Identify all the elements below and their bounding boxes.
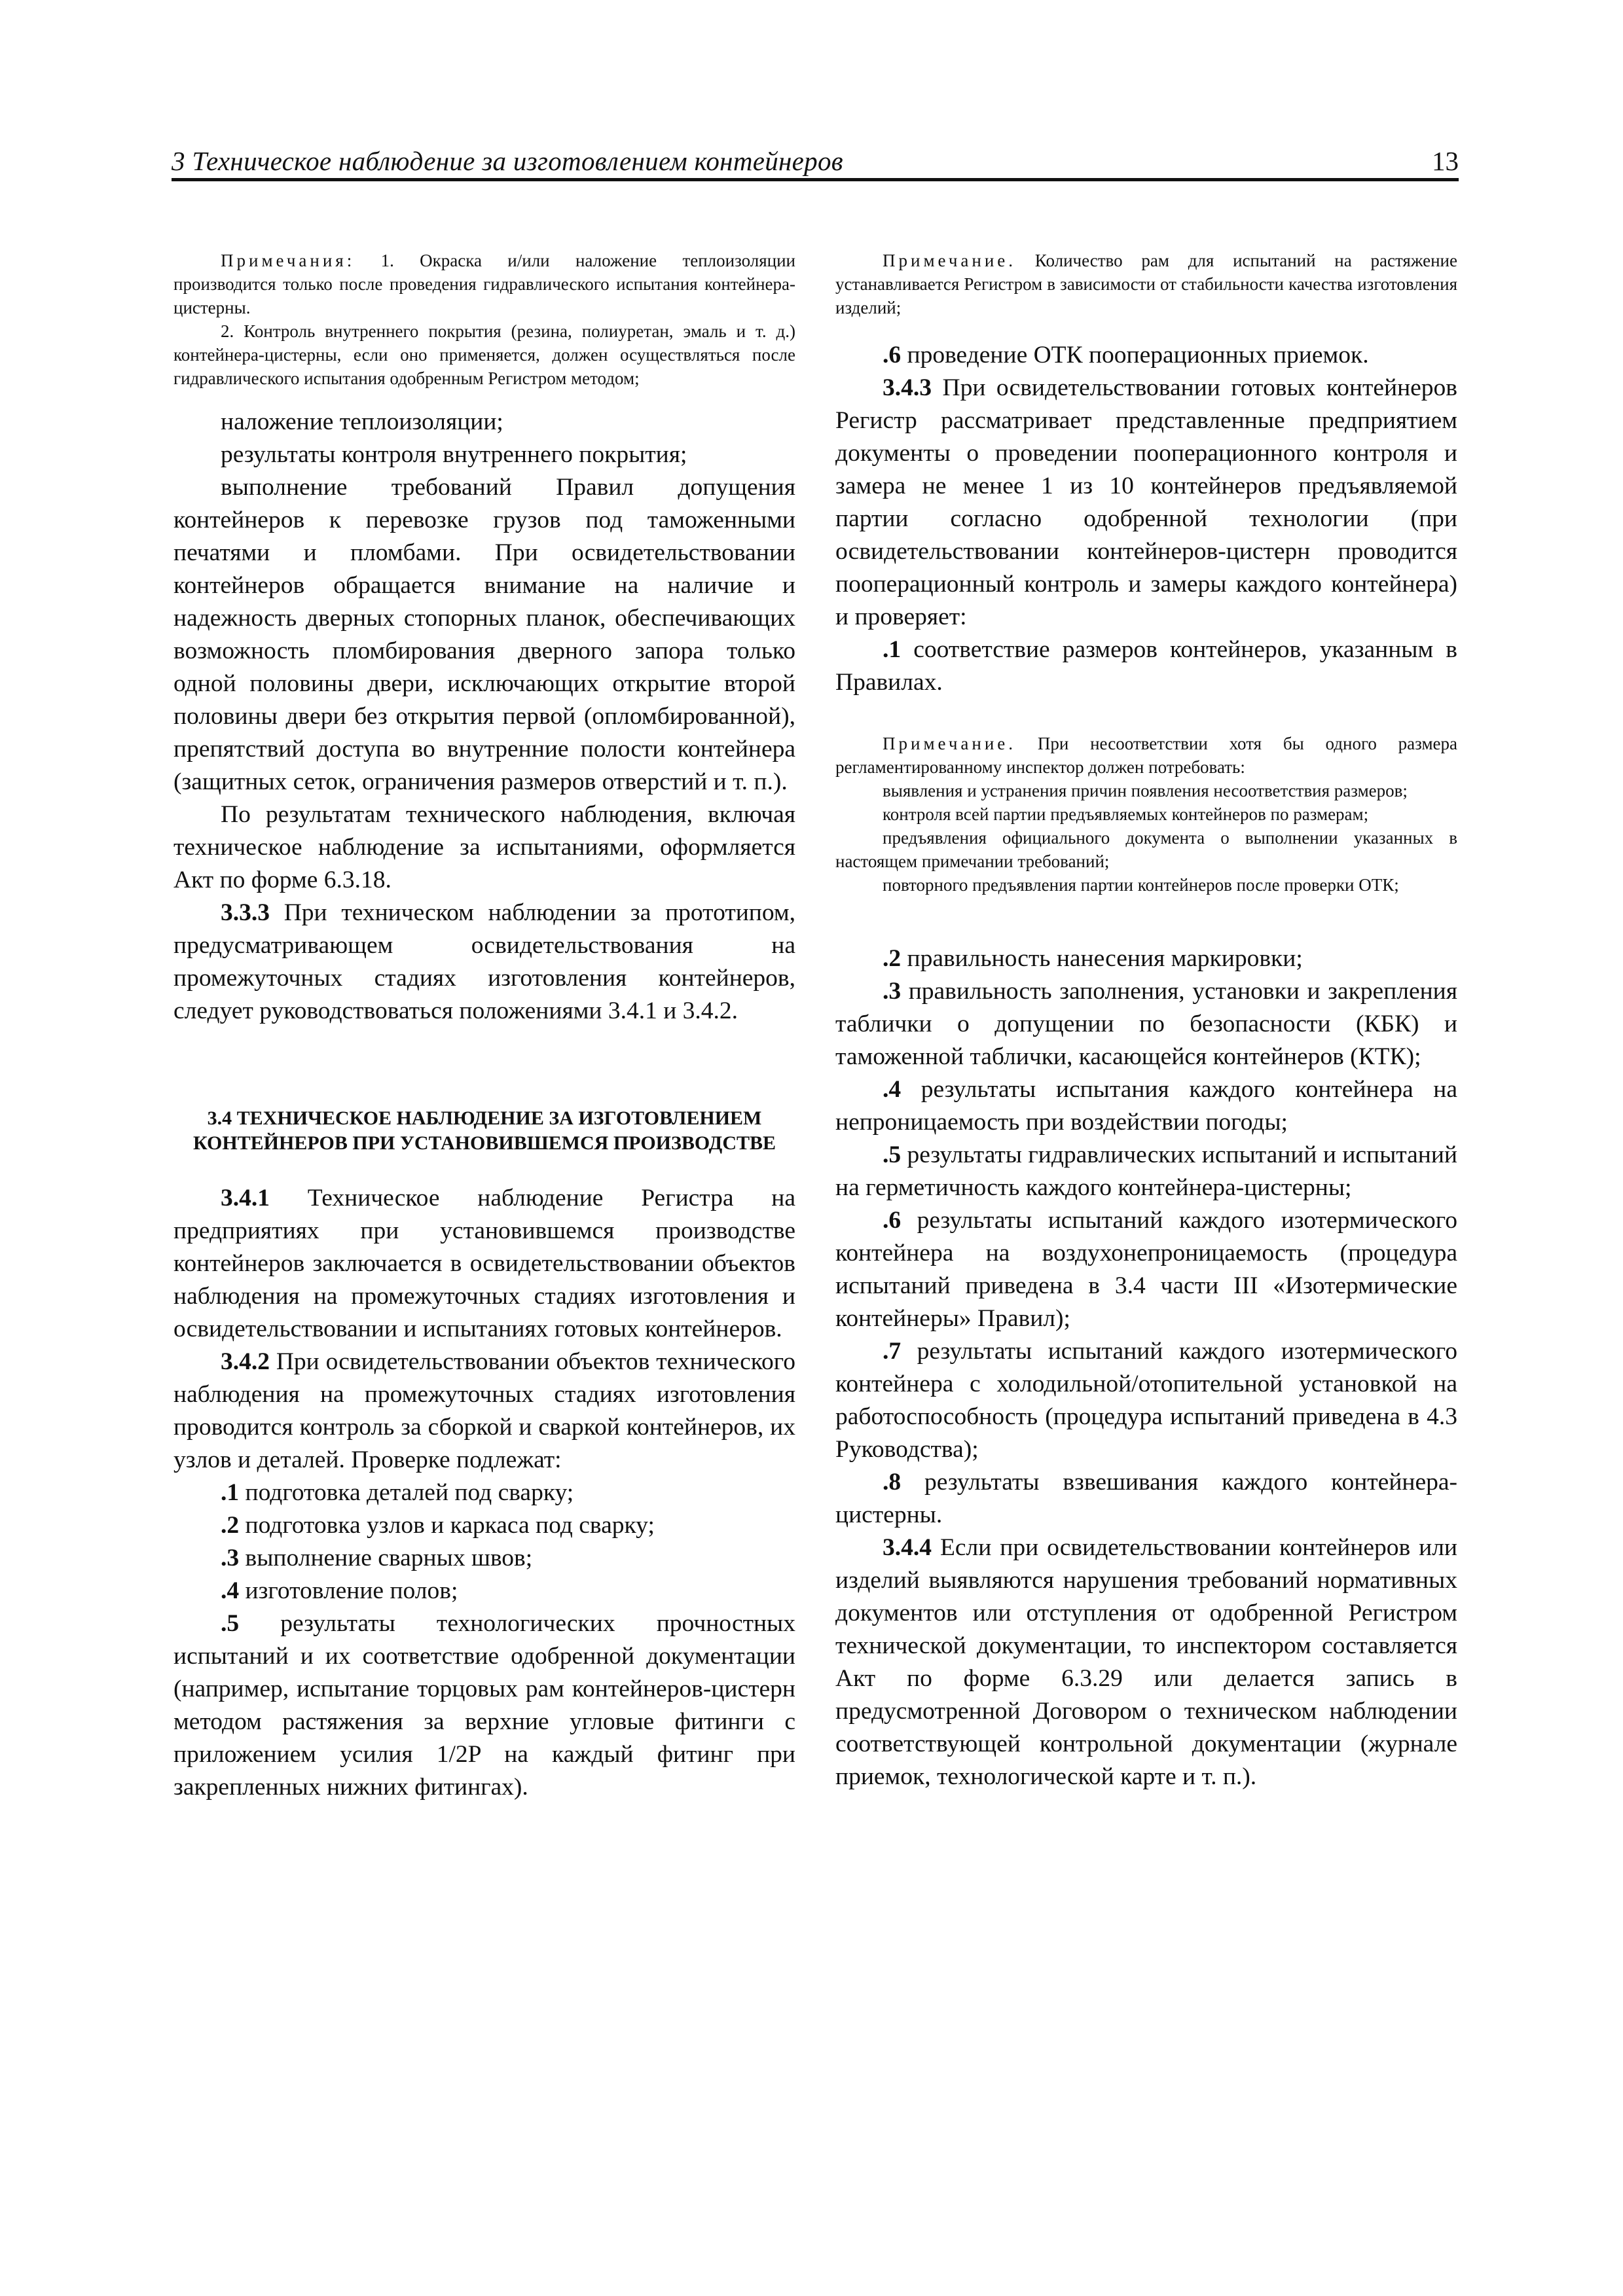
note-line: выявления и устранения причин появления несоответствия размеров;: [883, 781, 1408, 800]
item-text: изготовление полов;: [239, 1577, 458, 1604]
notes-label: Примечания:: [221, 251, 356, 270]
item-number: .1: [883, 636, 902, 663]
item-text: результаты испытания каждого контейнера на непроницаемость при воздействии погоды;: [835, 1076, 1457, 1136]
list-item: [835, 1204, 1457, 1335]
left-column: [173, 249, 795, 1804]
item-text: выполнение сварных швов;: [239, 1545, 533, 1571]
page-number: 13: [1432, 146, 1459, 176]
note-text: Количество рам для испытаний на растяжение устанавливается Регистром в зависимости от стабильности качества изготовления изделий;: [835, 251, 1457, 317]
item-number: .6: [883, 342, 902, 368]
item-number: .4: [221, 1577, 240, 1604]
note2-text: 2. Контроль внутреннего покрытия (резина, полиуретан, эмаль и т. д.) контейнера-цистерны, если оно применяется, должен осуществляться после гидравлического испытания одобренным Регистром методом;: [173, 321, 795, 388]
item-text: подготовка деталей под сварку;: [239, 1479, 574, 1506]
paragraph: По результатам технического наблюдения, включая техническое наблюдение за испытаниями, оформляется Акт по форме 6.3.18.: [173, 801, 795, 893]
clause-number: 3.4.1: [221, 1185, 270, 1211]
list-item: [835, 1466, 1457, 1532]
item-number: .4: [883, 1076, 902, 1103]
clause-text: При освидетельствовании готовых контейнеров Регистр рассматривает представленные предприятием документы о проведении пооперационного контроля и замера не менее 1 из 10 контейнеров предъявляемой партии согласно одобренной технологии (при освидетельствовании контейнеров-цистерн проводится пооперационный контроль и замеры каждого контейнера) и проверяет:: [835, 374, 1457, 630]
clause-text: Если при освидетельствовании контейнеров или изделий выявляются нарушения требований нормативных документов или отступления от одобренной Регистром технической документации, то инспектором составляется Акт по форме 6.3.29 или делается запись в предусмотренной Договором о техническом наблюдении соответствующей контрольной документации (журнале приемок, технологической карте и т. п.).: [835, 1534, 1457, 1790]
note-block: [835, 732, 1457, 779]
list-item: [173, 1542, 795, 1575]
clause-number: 3.4.4: [883, 1534, 932, 1561]
list-item: [835, 1073, 1457, 1139]
section-heading: 3.4 ТЕХНИЧЕСКОЕ НАБЛЮДЕНИЕ ЗА ИЗГОТОВЛЕНИЕМ КОНТЕЙНЕРОВ ПРИ УСТАНОВИВШЕМСЯ ПРОИЗВОДСТВЕ: [192, 1107, 776, 1154]
list-item: [835, 1335, 1457, 1466]
paragraph: результаты контроля внутреннего покрытия;: [221, 441, 687, 468]
note-line: контроля всей партии предъявляемых контейнеров по размерам;: [883, 804, 1369, 824]
item-text: проведение ОТК пооперационных приемок.: [901, 342, 1369, 368]
note-label: Примечание.: [883, 734, 1017, 753]
paragraph-3-4-3: [835, 372, 1457, 634]
header-rule: [172, 178, 1459, 181]
list-item: [835, 942, 1457, 975]
note-line: предъявления официального документа о выполнении указанных в настоящем примечании требований;: [835, 828, 1457, 871]
list-item: [835, 339, 1457, 372]
list-item: [173, 1477, 795, 1509]
item-text: соответствие размеров контейнеров, указанным в Правилах.: [835, 636, 1457, 696]
item-number: .3: [883, 978, 902, 1005]
list-item: [835, 975, 1457, 1073]
paragraph-3-4-1: [173, 1182, 795, 1346]
list-item: [835, 634, 1457, 699]
clause-text: При техническом наблюдении за прототипом, предусматривающем освидетельствования на промежуточных стадиях изготовления контейнеров, следует руководствоваться положениями 3.4.1 и 3.4.2.: [173, 899, 795, 1024]
item-number: .5: [221, 1610, 240, 1637]
note-label: Примечание.: [883, 251, 1017, 270]
clause-number: 3.3.3: [221, 899, 270, 926]
paragraph: выполнение требований Правил допущения контейнеров к перевозке грузов под таможенными печатями и пломбами. При освидетельствовании контейнеров обращается внимание на наличие и надежность дверных стопорных планок, обеспечивающих возможность пломбирования дверного запора только одной половины двери, исключающих открытие второй половины двери без открытия первой (опломбированной), препятствий доступа во внутренние полости контейнера (защитных сеток, ограничения размеров отверстий и т. п.).: [173, 474, 795, 795]
item-number: .1: [221, 1479, 240, 1506]
item-number: .2: [883, 945, 902, 972]
paragraph-3-4-4: [835, 1532, 1457, 1793]
paragraph: наложение теплоизоляции;: [221, 408, 503, 435]
right-column: [835, 249, 1457, 1793]
item-text: подготовка узлов и каркаса под сварку;: [239, 1512, 655, 1539]
item-text: результаты испытаний каждого изотермического контейнера на воздухонепроницаемость (процедура испытаний приведена в 3.4 части III «Изотермические контейнеры» Правил);: [835, 1207, 1457, 1332]
paragraph-3-4-2: [173, 1346, 795, 1477]
item-text: результаты взвешивания каждого контейнера-цистерны.: [835, 1469, 1457, 1528]
paragraph-3-3-3: [173, 897, 795, 1028]
list-item: [173, 1575, 795, 1607]
clause-text: При освидетельствовании объектов технического наблюдения на промежуточных стадиях изготовления проводится контроль за сборкой и сваркой контейнеров, их узлов и деталей. Проверке подлежат:: [173, 1348, 795, 1473]
list-item: [835, 1139, 1457, 1204]
item-number: .6: [883, 1207, 902, 1234]
item-number: .3: [221, 1545, 240, 1571]
running-header: [172, 136, 1459, 182]
note-block: [173, 249, 795, 319]
clause-number: 3.4.2: [221, 1348, 270, 1375]
item-text: результаты испытаний каждого изотермического контейнера с холодильной/отопительной установкой на работоспособность (процедура испытаний приведена в 4.3 Руководства);: [835, 1338, 1457, 1463]
item-number: .2: [221, 1512, 240, 1539]
clause-text: Техническое наблюдение Регистра на предприятиях при установившемся производстве контейнеров заключается в освидетельствовании объектов наблюдения на промежуточных стадиях изготовления и освидетельствовании и испытаниях готовых контейнеров.: [173, 1185, 795, 1342]
clause-number: 3.4.3: [883, 374, 932, 401]
note-line: повторного предъявления партии контейнеров после проверки ОТК;: [883, 875, 1399, 895]
item-text: правильность заполнения, установки и закрепления таблички о допущении по безопасности (КБК) и таможенной таблички, касающейся контейнеров (КТК);: [835, 978, 1457, 1070]
list-item: [173, 1509, 795, 1542]
item-number: .7: [883, 1338, 902, 1365]
item-text: правильность нанесения маркировки;: [901, 945, 1303, 972]
note-block: [835, 249, 1457, 319]
item-number: .8: [883, 1469, 902, 1496]
item-number: .5: [883, 1141, 902, 1168]
header-title: 3 Техническое наблюдение за изготовлением контейнеров: [172, 146, 843, 176]
list-item: [173, 1607, 795, 1804]
item-text: результаты гидравлических испытаний и испытаний на герметичность каждого контейнера-цистерны;: [835, 1141, 1457, 1201]
note1-text: 1. Окраска и/или наложение теплоизоляции производится только после проведения гидравлического испытания контейнера-цистерны.: [173, 251, 795, 317]
note-text: При несоответствии хотя бы одного размера регламентированному инспектор должен потребовать:: [835, 734, 1457, 777]
item-text: результаты технологических прочностных испытаний и их соответствие одобренной документации (например, испытание торцовых рам контейнеров-цистерн методом растяжения за верхние угловые фитинги с приложением усилия 1/2P на каждый фитинг при закрепленных нижних фитингах).: [173, 1610, 795, 1801]
